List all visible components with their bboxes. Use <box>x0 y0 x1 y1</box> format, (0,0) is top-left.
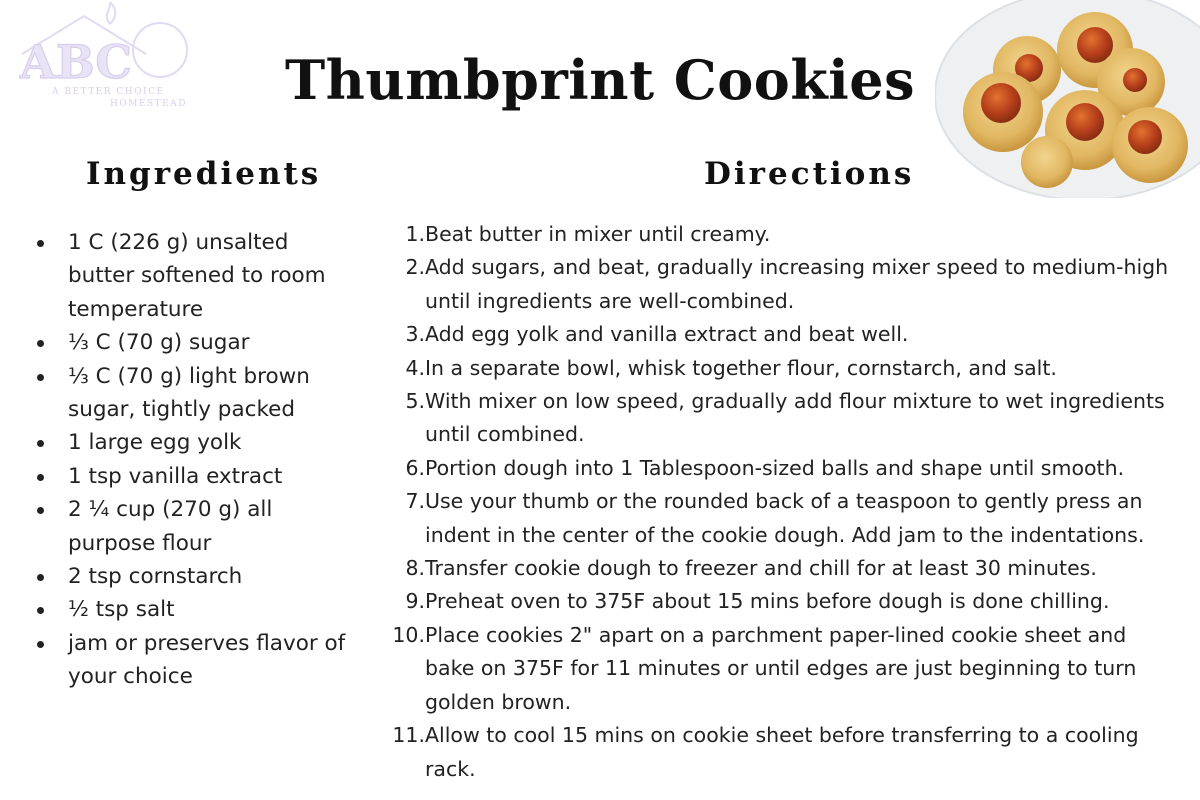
ingredient-item: jam or preserves flavor of your choice <box>30 627 360 694</box>
ingredient-item: 1 large egg yolk <box>30 426 360 459</box>
page-title: Thumbprint Cookies <box>284 48 916 112</box>
direction-step <box>380 218 1180 251</box>
step-number: 9. <box>405 589 425 614</box>
step-number: 7. <box>405 489 425 514</box>
step-number: 4. <box>405 355 425 380</box>
step-text: Preheat oven to 375F about 15 mins before dough is done chilling. <box>425 589 1110 614</box>
direction-step <box>380 251 1180 318</box>
logo-tagline-1: A BETTER CHOICE <box>52 87 165 97</box>
direction-step <box>380 719 1180 786</box>
step-text: Use your thumb or the rounded back of a teaspoon to gently press an indent in the center of the cookie dough. Add jam to the indentations. <box>425 489 1145 547</box>
step-text: Portion dough into 1 Tablespoon-sized balls and shape until smooth. <box>425 455 1125 480</box>
direction-step <box>380 552 1180 585</box>
ingredient-item: 1 tsp vanilla extract <box>30 460 360 493</box>
step-number: 1. <box>405 222 425 246</box>
cookie-photo <box>935 0 1200 198</box>
step-number: 5. <box>405 389 425 414</box>
ingredient-item: 2 ¼ cup (270 g) all purpose flour <box>30 493 360 560</box>
logo-tagline-2: HOMESTEAD <box>110 99 187 109</box>
step-number: 10. <box>392 622 425 647</box>
ingredients-heading: Ingredients <box>86 156 322 192</box>
step-text: Place cookies 2" apart on a parchment paper-lined cookie sheet and bake on 375F for 11 minutes or until edges are just beginning to turn golden brown. <box>425 622 1137 714</box>
step-number: 3. <box>405 322 425 347</box>
step-text: With mixer on low speed, gradually add flour mixture to wet ingredients until combined. <box>425 389 1165 447</box>
step-text: Allow to cool 15 mins on cookie sheet before transferring to a cooling rack. <box>425 723 1139 781</box>
step-text: Beat butter in mixer until creamy. <box>425 222 771 246</box>
ingredient-item: ½ tsp salt <box>30 593 360 626</box>
direction-step <box>380 619 1180 719</box>
step-number: 6. <box>405 455 425 480</box>
direction-step <box>380 352 1180 385</box>
ingredient-item: 1 C (226 g) unsalted butter softened to room temperature <box>30 226 360 326</box>
step-text: Add sugars, and beat, gradually increasing mixer speed to medium-high until ingredients are well-combined. <box>425 255 1169 313</box>
direction-step <box>380 452 1180 485</box>
ingredient-item: ⅓ C (70 g) light brown sugar, tightly packed <box>30 360 360 427</box>
step-number: 11. <box>392 723 425 748</box>
logo-text: ABC <box>20 35 133 89</box>
directions-list <box>380 218 1180 786</box>
step-number: 8. <box>405 556 425 581</box>
ingredients-list <box>30 226 360 694</box>
step-text: Add egg yolk and vanilla extract and beat well. <box>425 322 909 347</box>
step-text: Transfer cookie dough to freezer and chill for at least 30 minutes. <box>425 556 1097 581</box>
step-number: 2. <box>405 255 425 280</box>
ingredient-item: 2 tsp cornstarch <box>30 560 360 593</box>
direction-step <box>380 385 1180 452</box>
direction-step <box>380 585 1180 618</box>
direction-step <box>380 318 1180 351</box>
direction-step <box>380 485 1180 552</box>
ingredient-item: ⅓ C (70 g) sugar <box>30 326 360 359</box>
directions-heading: Directions <box>704 156 915 192</box>
step-text: In a separate bowl, whisk together flour, cornstarch, and salt. <box>425 355 1057 380</box>
